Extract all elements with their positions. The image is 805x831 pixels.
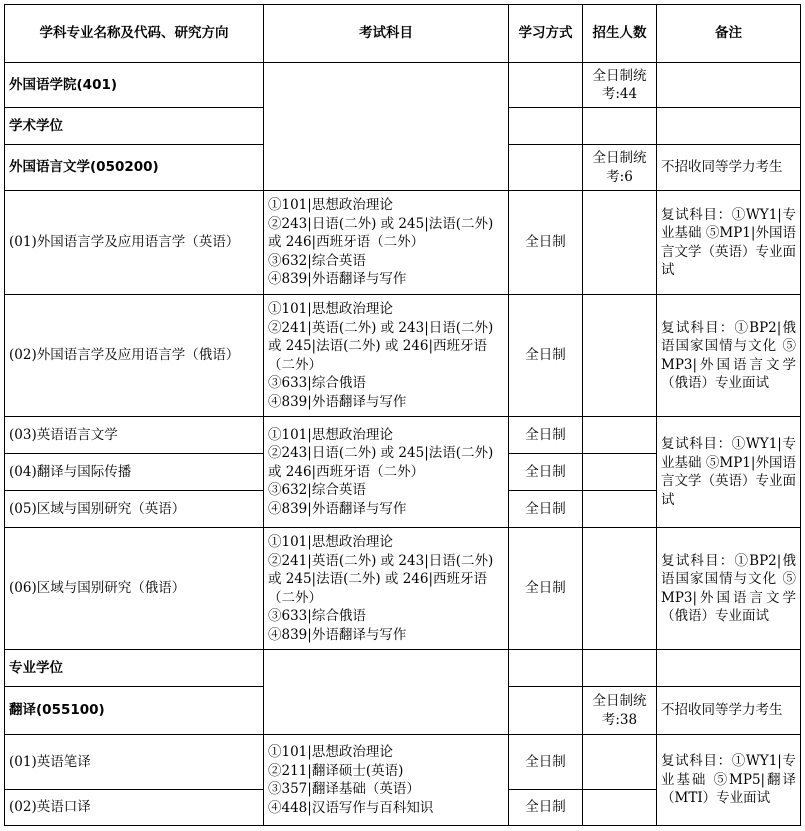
direction-t01: (01)英语笔译	[5, 735, 264, 790]
mode-05: 全日制	[509, 491, 583, 528]
mode-04: 全日制	[509, 454, 583, 491]
major2-remark: 不招收同等学力考生	[657, 687, 801, 735]
remark-english-2: 复试科目：①WY1|专业基础 ⑤MP1|外国语言文学（英语）专业面试	[657, 417, 801, 528]
major1-remark: 不招收同等学力考生	[657, 145, 801, 191]
direction-03: (03)英语语言文学	[5, 417, 264, 454]
mode-t02: 全日制	[509, 790, 583, 826]
direction-t02: (02)英语口译	[5, 790, 264, 826]
professional-title: 专业学位	[5, 650, 264, 687]
exam-russian: ①101|思想政治理论 ②241|英语(二外) 或 243|日语(二外) 或 245|法语(二外) 或 246|西班牙语（二外） ③633|综合俄语 ④839|外语翻译与写作	[264, 295, 509, 417]
major1-quota: 全日制统考:6	[583, 145, 657, 191]
academic-title: 学术学位	[5, 108, 264, 145]
direction-05: (05)区域与国别研究（英语）	[5, 491, 264, 528]
college-name: 外国语学院(401)	[5, 63, 264, 108]
college-quota: 全日制统考:44	[583, 63, 657, 108]
table-row	[5, 191, 801, 295]
table-row	[5, 295, 801, 417]
table-row	[5, 528, 801, 650]
header-mode: 学习方式	[509, 5, 583, 63]
empty-mode-cell	[509, 63, 583, 108]
mode-t01: 全日制	[509, 735, 583, 790]
remark-russian-2: 复试科目：①BP2|俄语国家国情与文化 ⑤ MP3|外国语言文学（俄语）专业面试	[657, 528, 801, 650]
table-row	[5, 735, 801, 790]
direction-02: (02)外国语言学及应用语言学（俄语）	[5, 295, 264, 417]
exam-translation: ①101|思想政治理论 ②211|翻译硕士(英语) ③357|翻译基础（英语） ④448|汉语写作与百科知识	[264, 735, 509, 826]
major2-quota: 全日制统考:38	[583, 687, 657, 735]
remark-english: 复试科目：①WY1|专业基础 ⑤MP1|外国语言文学（英语）专业面试	[657, 191, 801, 295]
exam-english: ①101|思想政治理论 ②243|日语(二外) 或 245|法语(二外) 或 246|西班牙语（二外） ③632|综合英语 ④839|外语翻译与写作	[264, 191, 509, 295]
remark-russian: 复试科目：①BP2|俄语国家国情与文化 ⑤ MP3|外国语言文学（俄语）专业面试	[657, 295, 801, 417]
header-row	[5, 5, 801, 63]
mode-01: 全日制	[509, 191, 583, 295]
remark-translation: 复试科目：①WY1|专业基础 ⑤MP5|翻译（MTI）专业面试	[657, 735, 801, 826]
empty-exam-cell	[264, 63, 509, 191]
exam-english-2: ①101|思想政治理论 ②243|日语(二外) 或 245|法语(二外) 或 246|西班牙语（二外） ③632|综合英语 ④839|外语翻译与写作	[264, 417, 509, 528]
header-quota: 招生人数	[583, 5, 657, 63]
table-row	[5, 417, 801, 454]
mode-03: 全日制	[509, 417, 583, 454]
mode-02: 全日制	[509, 295, 583, 417]
major2-name: 翻译(055100)	[5, 687, 264, 735]
exam-russian-2: ①101|思想政治理论 ②241|英语(二外) 或 243|日语(二外) 或 245|法语(二外) 或 246|西班牙语（二外） ③633|综合俄语 ④839|外语翻译与写作	[264, 528, 509, 650]
major1-name: 外国语言文学(050200)	[5, 145, 264, 191]
college-row	[5, 63, 801, 108]
direction-04: (04)翻译与国际传播	[5, 454, 264, 491]
header-exam: 考试科目	[264, 5, 509, 63]
empty-remark-cell	[657, 63, 801, 108]
professional-row	[5, 650, 801, 687]
header-major: 学科专业名称及代码、研究方向	[5, 5, 264, 63]
header-remark: 备注	[657, 5, 801, 63]
enrollment-table	[4, 4, 801, 826]
direction-06: (06)区域与国别研究（俄语）	[5, 528, 264, 650]
mode-06: 全日制	[509, 528, 583, 650]
direction-01: (01)外国语言学及应用语言学（英语）	[5, 191, 264, 295]
